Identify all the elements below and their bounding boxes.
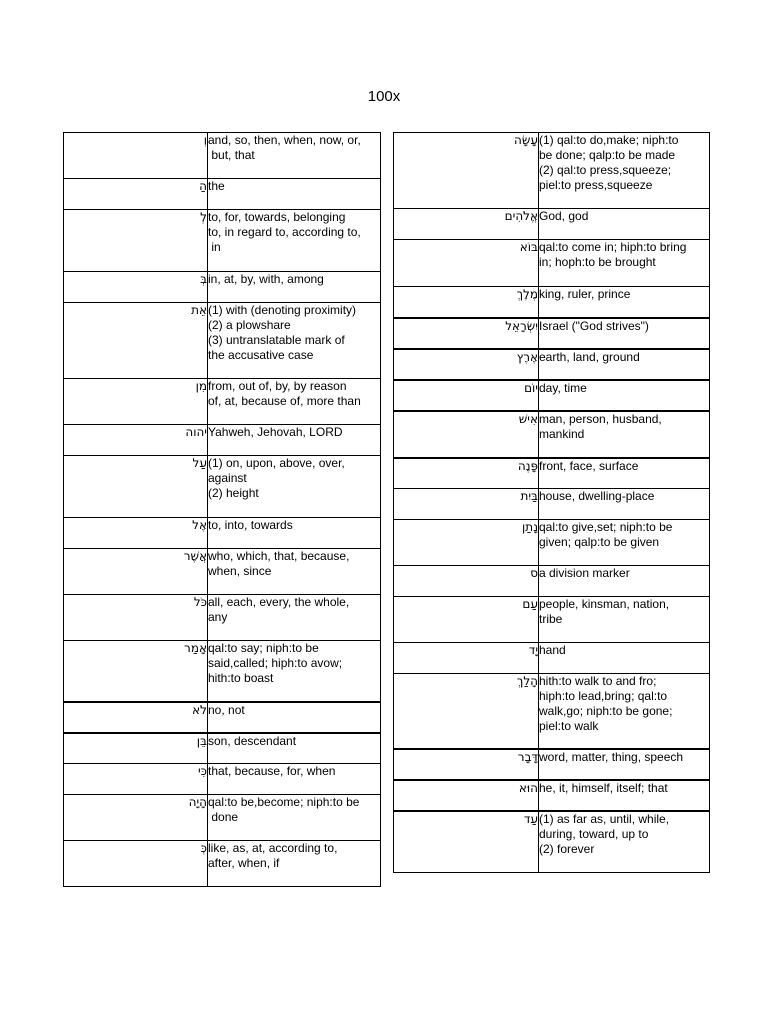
vocab-row — [64, 549, 381, 595]
english-gloss: no, not — [208, 702, 381, 733]
hebrew-word: הָיָה — [64, 795, 208, 841]
hebrew-word: אֵת — [64, 303, 208, 379]
vocab-row — [64, 425, 381, 456]
vocab-row — [64, 764, 381, 795]
vocab-row — [64, 641, 381, 702]
hebrew-word: יהוה — [64, 425, 208, 456]
english-gloss: (1) on, upon, above, over, against (2) height — [208, 456, 381, 518]
vocab-table-left — [63, 132, 381, 887]
vocab-row — [394, 349, 710, 380]
hebrew-word: לֹא — [64, 702, 208, 733]
hebrew-word: בֵּן — [64, 733, 208, 764]
vocab-row — [64, 795, 381, 841]
vocab-row — [394, 520, 710, 566]
vocab-row — [64, 518, 381, 549]
vocab-row — [64, 210, 381, 272]
english-gloss: qal:to say; niph:to be said,called; hiph:to avow; hith:to boast — [208, 641, 381, 702]
english-gloss: and, so, then, when, now, or, but, that — [208, 133, 381, 179]
english-gloss: qal:to give,set; niph:to be given; qalp:to be given — [539, 520, 710, 566]
hebrew-word: נָתַן — [394, 520, 539, 566]
english-gloss: like, as, at, according to, after, when, if — [208, 841, 381, 887]
hebrew-word: עַם — [394, 597, 539, 643]
english-gloss: man, person, husband, mankind — [539, 411, 710, 458]
hebrew-word: אֱלֹהִים — [394, 209, 539, 240]
hebrew-word: וְ — [64, 133, 208, 179]
hebrew-word: בְּ — [64, 272, 208, 303]
page-title: 100x — [367, 88, 401, 105]
english-gloss: (1) as far as, until, while, during, toward, up to (2) forever — [539, 811, 710, 873]
english-gloss: earth, land, ground — [539, 349, 710, 380]
vocab-row — [394, 780, 710, 811]
vocab-row — [394, 318, 710, 349]
hebrew-word: עַל — [64, 456, 208, 518]
vocab-row — [64, 841, 381, 887]
hebrew-word: ס — [394, 566, 539, 597]
english-gloss: all, each, every, the whole, any — [208, 595, 381, 641]
hebrew-word: הוּא — [394, 780, 539, 811]
hebrew-word: יִשְׂרָאֵל — [394, 318, 539, 349]
hebrew-word: אֶרֶץ — [394, 349, 539, 380]
english-gloss: he, it, himself, itself; that — [539, 780, 710, 811]
hebrew-word: הַ — [64, 179, 208, 210]
vocab-row — [64, 379, 381, 425]
hebrew-word: אִישׁ — [394, 411, 539, 458]
vocab-row — [64, 272, 381, 303]
english-gloss: Yahweh, Jehovah, LORD — [208, 425, 381, 456]
hebrew-word: יָד — [394, 643, 539, 674]
vocab-row — [394, 458, 710, 489]
vocab-row — [394, 287, 710, 318]
vocab-row — [64, 179, 381, 210]
hebrew-word: מֶלֶךְ — [394, 287, 539, 318]
hebrew-word: לְ — [64, 210, 208, 272]
hebrew-word: עַד — [394, 811, 539, 873]
vocab-row — [64, 595, 381, 641]
english-gloss: word, matter, thing, speech — [539, 749, 710, 780]
english-gloss: house, dwelling-place — [539, 489, 710, 520]
vocab-row — [394, 566, 710, 597]
vocab-row — [394, 489, 710, 520]
hebrew-word: כְּ — [64, 841, 208, 887]
english-gloss: hand — [539, 643, 710, 674]
vocab-row — [394, 240, 710, 287]
english-gloss: son, descendant — [208, 733, 381, 764]
vocab-row — [64, 303, 381, 379]
hebrew-word: כֹּל — [64, 595, 208, 641]
vocab-row — [64, 733, 381, 764]
hebrew-word: כִּי — [64, 764, 208, 795]
vocab-row — [394, 643, 710, 674]
english-gloss: day, time — [539, 380, 710, 411]
english-gloss: people, kinsman, nation, tribe — [539, 597, 710, 643]
english-gloss: king, ruler, prince — [539, 287, 710, 318]
english-gloss: Israel ("God strives") — [539, 318, 710, 349]
english-gloss: qal:to come in; hiph:to bring in; hoph:to be brought — [539, 240, 710, 287]
vocab-table-right — [393, 132, 710, 873]
hebrew-word: בַּיִת — [394, 489, 539, 520]
english-gloss: a division marker — [539, 566, 710, 597]
english-gloss: to, for, towards, belonging to, in regard to, according to, in — [208, 210, 381, 272]
hebrew-word: הָלַךְ — [394, 674, 539, 749]
english-gloss: to, into, towards — [208, 518, 381, 549]
english-gloss: who, which, that, because, when, since — [208, 549, 381, 595]
vocab-row — [394, 411, 710, 458]
vocab-row — [394, 133, 710, 209]
vocab-row — [394, 597, 710, 643]
english-gloss: (1) qal:to do,make; niph:to be done; qalp:to be made (2) qal:to press,squeeze; piel:to press,squeeze — [539, 133, 710, 209]
vocab-row — [64, 133, 381, 179]
hebrew-word: מִן — [64, 379, 208, 425]
english-gloss: the — [208, 179, 381, 210]
vocab-row — [394, 811, 710, 873]
vocab-row — [64, 456, 381, 518]
english-gloss: that, because, for, when — [208, 764, 381, 795]
hebrew-word: פָּנֶה — [394, 458, 539, 489]
vocab-row — [394, 380, 710, 411]
vocab-row — [394, 749, 710, 780]
vocab-row — [394, 674, 710, 749]
english-gloss: God, god — [539, 209, 710, 240]
hebrew-word: עָשָׂה — [394, 133, 539, 209]
english-gloss: hith:to walk to and fro; hiph:to lead,bring; qal:to walk,go; niph:to be gone; piel:to walk — [539, 674, 710, 749]
english-gloss: (1) with (denoting proximity) (2) a plowshare (3) untranslatable mark of the accusative case — [208, 303, 381, 379]
hebrew-word: בּוֹא — [394, 240, 539, 287]
hebrew-word: אָמַר — [64, 641, 208, 702]
hebrew-word: דָּבָר — [394, 749, 539, 780]
english-gloss: qal:to be,become; niph:to be done — [208, 795, 381, 841]
hebrew-word: אֶל — [64, 518, 208, 549]
hebrew-word: יוֹם — [394, 380, 539, 411]
english-gloss: from, out of, by, by reason of, at, because of, more than — [208, 379, 381, 425]
vocab-row — [64, 702, 381, 733]
english-gloss: in, at, by, with, among — [208, 272, 381, 303]
english-gloss: front, face, surface — [539, 458, 710, 489]
hebrew-word: אֲשֶׁר — [64, 549, 208, 595]
vocab-row — [394, 209, 710, 240]
